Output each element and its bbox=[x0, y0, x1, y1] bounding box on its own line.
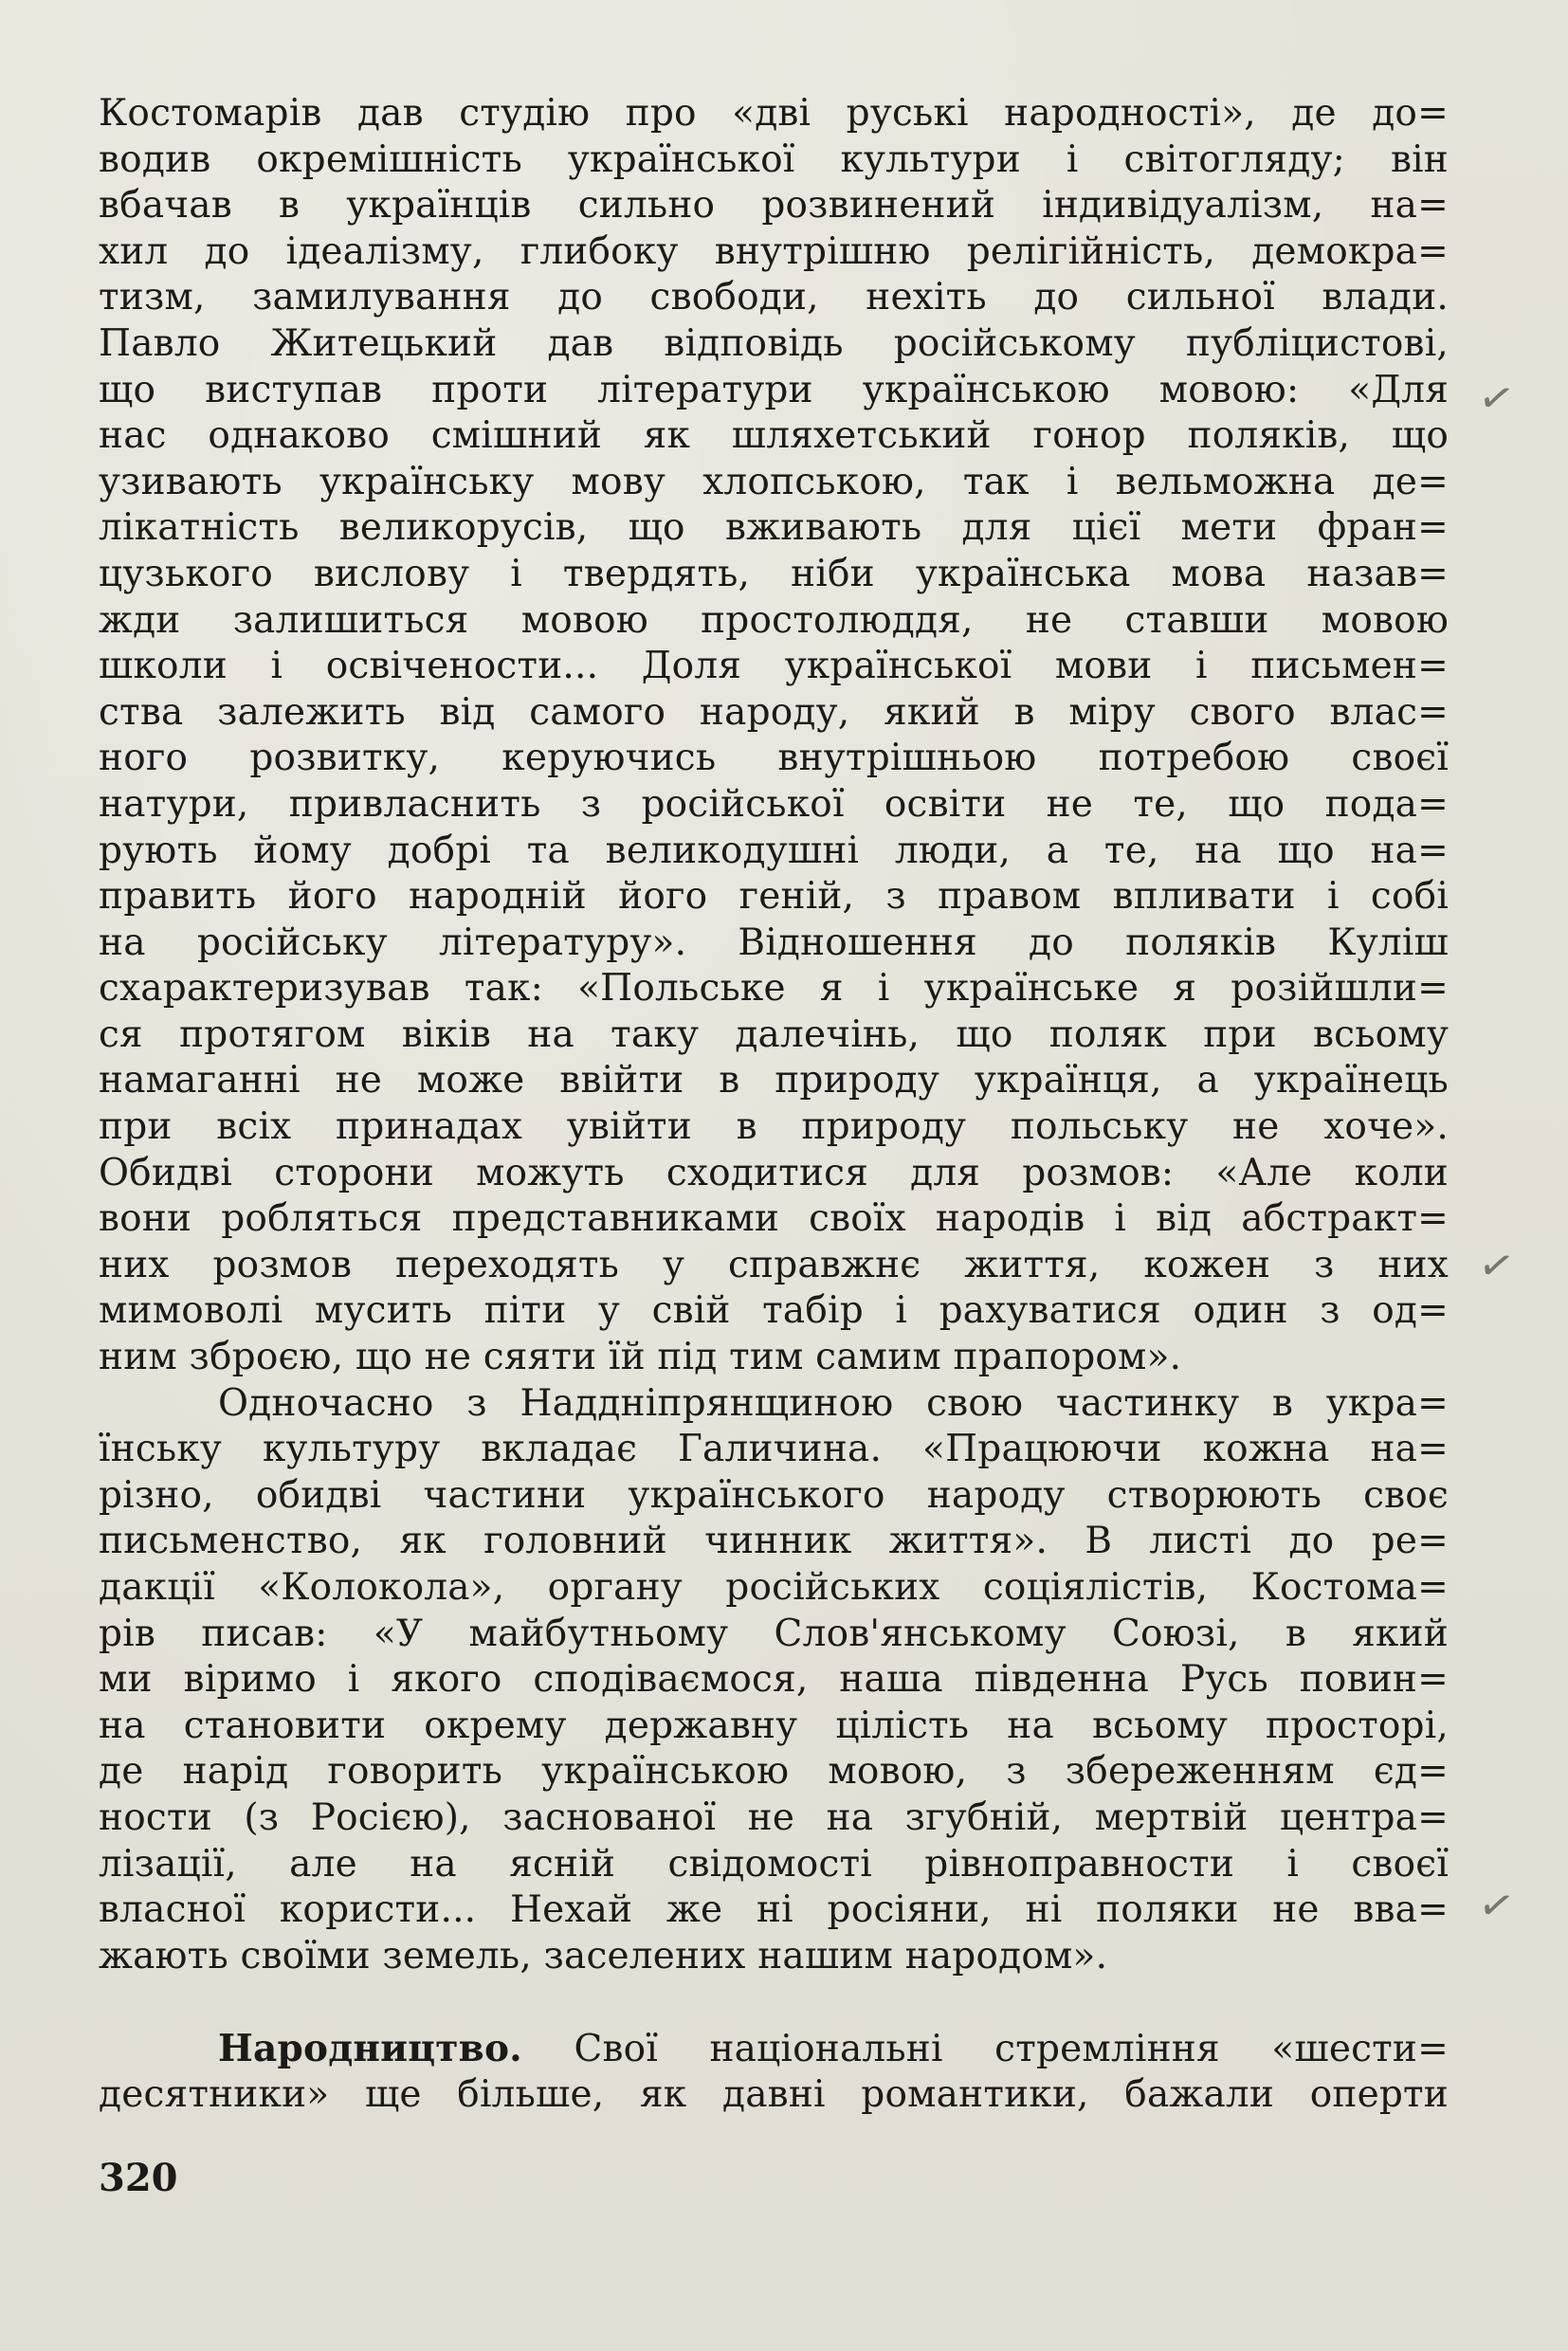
pencil-check-mark: ✓ bbox=[1474, 371, 1519, 427]
text-line: мимоволі мусить піти у свій табір і рахуватися один з од= bbox=[99, 1289, 1449, 1333]
text-line: узивають українську мову хлопською, так і вельможна де= bbox=[99, 460, 1449, 503]
text-line: дакції «Колокола», органу російських соціялістів, Костома= bbox=[99, 1566, 1449, 1609]
text-line: ми віримо і якого сподіваємося, наша південна Русь повин= bbox=[99, 1658, 1449, 1702]
text-line: хил до ідеалізму, глибоку внутрішню релігійність, демокра= bbox=[99, 229, 1449, 273]
text-line: тизм, замилування до свободи, нехіть до сильної влади. bbox=[99, 276, 1449, 319]
text-line: цузького вислову і твердять, ніби українська мова назав= bbox=[99, 552, 1449, 595]
pencil-check-mark: ✓ bbox=[1474, 1238, 1519, 1294]
text-run: Свої національні стремління «шести= bbox=[574, 2027, 1449, 2070]
text-line: ним зброєю, що не сяяти їй під тим самим прапором». bbox=[99, 1336, 1182, 1379]
text-line: при всіх принадах увійти в природу польську не хоче». bbox=[99, 1105, 1449, 1149]
text-line: ного розвитку, керуючись внутрішньою потребою своєї bbox=[99, 737, 1449, 780]
text-line bbox=[99, 2026, 1449, 2072]
text-line: ся протягом віків на таку далечінь, що поляк при всьому bbox=[99, 1012, 1449, 1056]
text-line: жають своїми земель, заселених нашим народом». bbox=[99, 1934, 1108, 1977]
text-line: що виступав проти літератури українською мовою: «Для bbox=[99, 368, 1449, 411]
text-line: вбачав в українців сильно розвинений індивідуалізм, на= bbox=[99, 184, 1449, 228]
text-line: намаганні не може ввійти в природу українця, а українець bbox=[99, 1059, 1449, 1103]
section-heading: Народництво. bbox=[218, 2026, 522, 2070]
text-line: власної користи... Нехай же ні росіяни, ні поляки не вва= bbox=[99, 1888, 1449, 1932]
text-line: жди залишиться мовою простолюддя, не ставши мовою bbox=[99, 598, 1449, 642]
page-number: 320 bbox=[99, 2156, 178, 2200]
text-line: Обидві сторони можуть сходитися для розмов: «Але коли bbox=[99, 1151, 1449, 1194]
text-line: різно, обидві частини українського народу створюють своє bbox=[99, 1473, 1449, 1517]
paragraph-gap bbox=[99, 1979, 1449, 2026]
text-line: їнську культуру вкладає Галичина. «Працюючи кожна на= bbox=[99, 1428, 1449, 1471]
text-line: вони робляться представниками своїх народів і від абстракт= bbox=[99, 1197, 1449, 1241]
text-line: на російську літературу». Відношення до поляків Куліш bbox=[99, 920, 1449, 964]
text-line: рів писав: «У майбутньому Слов'янському Союзі, в який bbox=[99, 1612, 1449, 1655]
text-line: десятники» ще більше, як давні романтики, бажали оперти bbox=[99, 2072, 1449, 2116]
text-line: водив окремішність української культури і світогляду; він bbox=[99, 137, 1449, 181]
text-line: де нарід говорить українською мовою, з збереженням єд= bbox=[99, 1750, 1449, 1794]
text-line: Одночасно з Наддніпрянщиною свою частинку в укра= bbox=[218, 1381, 1449, 1425]
text-line: натури, привласнить з російської освіти не те, що пода= bbox=[99, 782, 1449, 826]
text-line: них розмов переходять у справжнє життя, кожен з них bbox=[99, 1243, 1449, 1286]
text-line: Костомарів дав студію про «дві руські народності», де до= bbox=[99, 92, 1449, 135]
text-line: ства залежить від самого народу, який в міру свого влас= bbox=[99, 690, 1449, 734]
text-line: школи і освічености... Доля української мови і письмен= bbox=[99, 645, 1449, 688]
text-line: рують йому добрі та великодушні люди, а те, на що на= bbox=[99, 829, 1449, 872]
text-line: лізації, але на ясній свідомості рівноправности і своєї bbox=[99, 1842, 1449, 1886]
text-line: письменство, як головний чинник життя». В листі до ре= bbox=[99, 1520, 1449, 1563]
text-line: править його народній його геній, з правом впливати і собі bbox=[99, 875, 1449, 919]
text-line: на становити окрему державну цілість на всьому просторі, bbox=[99, 1704, 1449, 1747]
text-line: Павло Житецький дав відповідь російському публіцистові, bbox=[99, 321, 1449, 365]
pencil-check-mark: ✓ bbox=[1474, 1878, 1519, 1934]
text-line: схарактеризував так: «Польське я і українське я розійшли= bbox=[99, 967, 1449, 1011]
text-line: лікатність великорусів, що вживають для цієї мети фран= bbox=[99, 506, 1449, 550]
text-line: нас однаково смішний як шляхетський гонор поляків, що bbox=[99, 414, 1449, 458]
body-text bbox=[99, 91, 1449, 2118]
text-line: ности (з Росією), заснованої не на згубній, мертвій центра= bbox=[99, 1795, 1449, 1839]
